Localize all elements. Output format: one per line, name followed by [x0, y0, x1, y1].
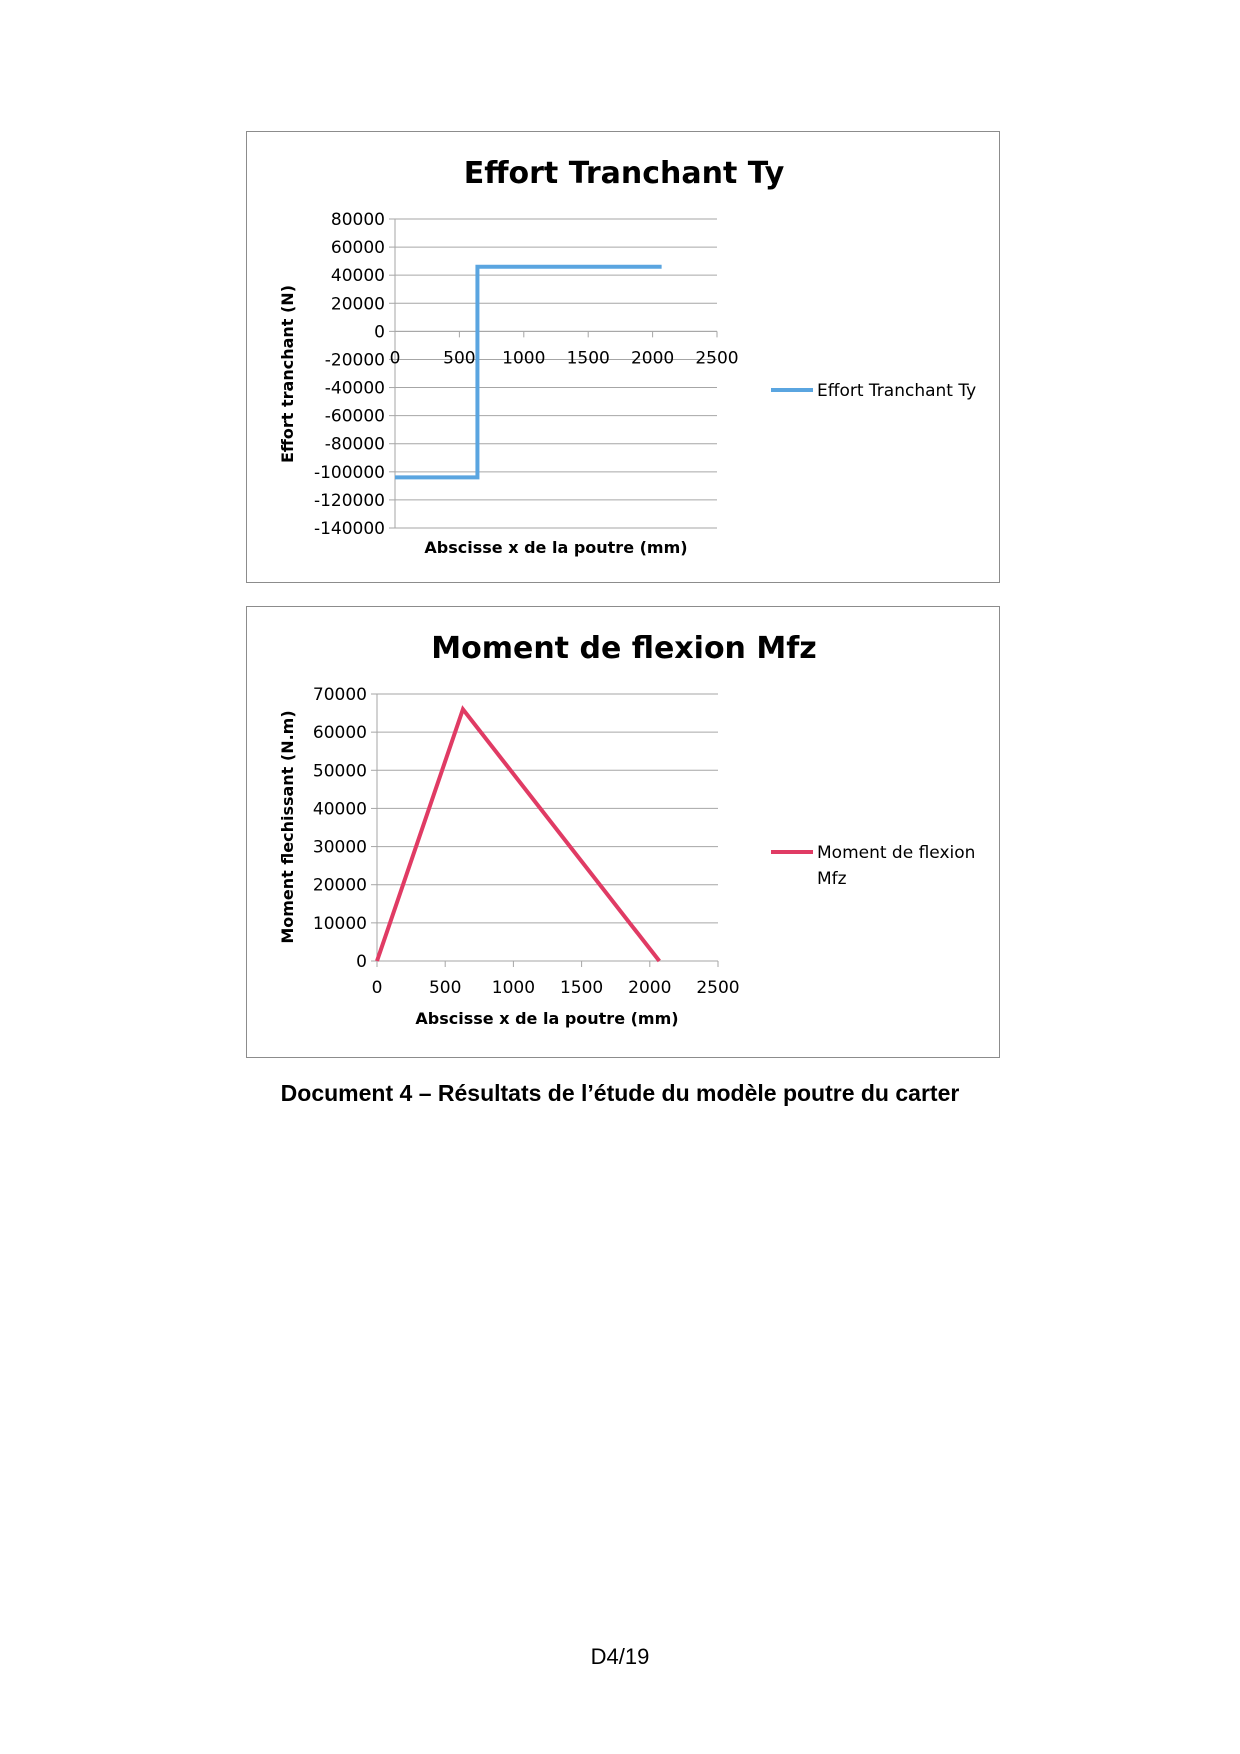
shear-legend-label [817, 381, 976, 401]
shear-xtick-label: 1000 [502, 348, 546, 369]
shear-ytick-label: 40000 [330, 266, 385, 287]
shear-ytick-label: -120000 [313, 490, 385, 511]
moment-ytick-label: 20000 [312, 875, 367, 896]
shear-y-axis-label: Effort tranchant (N) [278, 284, 297, 464]
moment-legend-label-line: Moment de flexion [817, 843, 976, 863]
moment-ytick-label: 50000 [312, 761, 367, 782]
moment-legend-label-line: Mfz [817, 869, 847, 889]
moment-y-axis-label: Moment flechissant (N.m) [278, 710, 297, 944]
moment-xtick-label: 2000 [628, 978, 672, 998]
shear-ytick-label: -100000 [313, 462, 385, 483]
page-number: D4/19 [590, 1644, 650, 1669]
moment-xtick-label: 2500 [696, 978, 740, 998]
moment-legend-label [817, 843, 975, 889]
chart-effort-tranchant-svg [247, 132, 1001, 584]
shear-xtick-label: 0 [389, 348, 401, 369]
moment-ytick-label: 0 [356, 952, 367, 972]
moment-xtick-label: 0 [371, 978, 383, 998]
moment-ytick-label: 70000 [312, 685, 367, 705]
shear-ytick-label: 60000 [330, 238, 385, 259]
shear-ytick-label: -60000 [324, 406, 385, 427]
shear-xtick-label: 500 [443, 348, 476, 369]
moment-xtick-label: 1000 [491, 978, 536, 998]
moment-ytick-label: 10000 [312, 913, 367, 934]
chart-effort-tranchant [246, 131, 1000, 583]
moment-x-axis-label: Abscisse x de la poutre (mm) [415, 1009, 679, 1028]
chart-moment-flexion-svg [247, 607, 1001, 1059]
shear-xtick-label: 2500 [695, 348, 739, 369]
shear-ytick-label: -20000 [324, 350, 385, 371]
document-caption: Document 4 – Résultats de l’étude du modèle poutre du carter [280, 1080, 960, 1106]
shear-ytick-label: -80000 [324, 434, 385, 455]
moment-ytick-label: 60000 [312, 723, 367, 744]
moment-xtick-label: 1500 [559, 978, 604, 998]
shear-ytick-label: -40000 [324, 378, 385, 399]
moment-ytick-label: 40000 [312, 799, 367, 820]
shear-title: Effort Tranchant Ty [463, 156, 785, 191]
shear-ytick-label: 0 [374, 322, 385, 343]
shear-series-line [395, 267, 662, 478]
shear-xtick-label: 2000 [630, 348, 675, 369]
chart-moment-flexion [246, 606, 1000, 1058]
shear-ytick-label: -140000 [313, 519, 385, 539]
shear-ytick-label: 80000 [330, 210, 385, 230]
shear-ytick-label: 20000 [330, 294, 385, 315]
shear-legend-label-line: Effort Tranchant Ty [817, 381, 977, 401]
shear-xtick-label: 1500 [566, 348, 610, 369]
moment-ytick-label: 30000 [312, 837, 367, 858]
moment-xtick-label: 500 [428, 978, 462, 998]
moment-title: Moment de flexion Mfz [431, 631, 817, 666]
shear-x-axis-label: Abscisse x de la poutre (mm) [424, 538, 688, 557]
